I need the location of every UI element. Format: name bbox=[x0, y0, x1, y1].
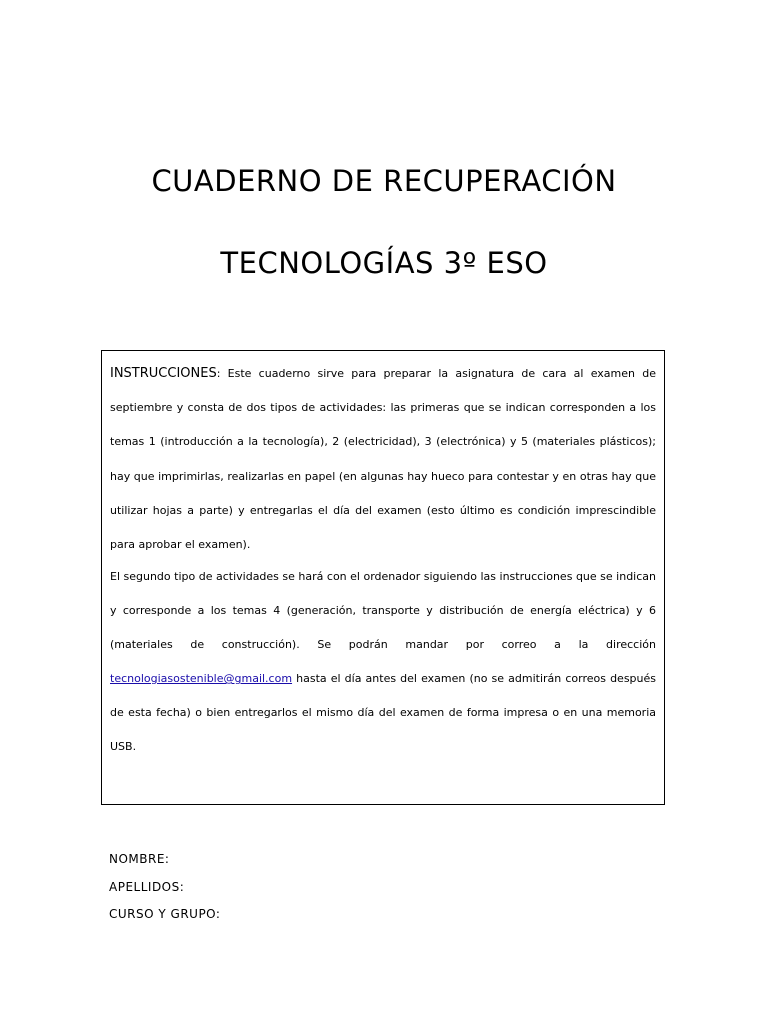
document-title: CUADERNO DE RECUPERACIÓN bbox=[151, 164, 617, 198]
surname-label: APELLIDOS: bbox=[109, 879, 185, 894]
name-label: NOMBRE: bbox=[109, 852, 170, 866]
instructions-box bbox=[101, 350, 665, 805]
document-subtitle: TECNOLOGÍAS 3º ESO bbox=[220, 246, 548, 280]
email-link[interactable]: tecnologiasostenible@gmail.com bbox=[110, 672, 293, 686]
instructions-text-2a: El segundo tipo de actividades se hará con el ordenador siguiendo las instrucciones que se indican y corresponde a los temas 4 (generación, transporte y distribución de energía eléctrica) y 6 (materiales de construcción). Se podrán mandar por correo a la dirección bbox=[110, 570, 656, 652]
instructions-lead: INSTRUCCIONES bbox=[110, 366, 217, 381]
instructions-paragraph-2 bbox=[110, 560, 656, 764]
instructions-text-2b: hasta el día antes del examen (no se admitirán correos después de esta fecha) o bien entregarlos el mismo día del examen de forma impresa o en una memoria USB. bbox=[110, 672, 656, 754]
instructions-paragraph-1 bbox=[110, 357, 656, 562]
instructions-text-1: : Este cuaderno sirve para preparar la asignatura de cara al examen de septiembre y consta de dos tipos de actividades: las primeras que se indican corresponden a los temas 1 (introducción a la tecnología), 2 (electricidad), 3 (electrónica) y 5 (materiales plásticos); hay que imprimirlas, realizarlas en papel (en algunas hay hueco para contestar y en otras hay que utilizar hojas a parte) y entregarlas el día del examen (esto último es condición imprescindible para aprobar el examen). bbox=[110, 367, 656, 552]
course-label: CURSO Y GRUPO: bbox=[109, 907, 221, 921]
student-fields bbox=[109, 846, 220, 929]
